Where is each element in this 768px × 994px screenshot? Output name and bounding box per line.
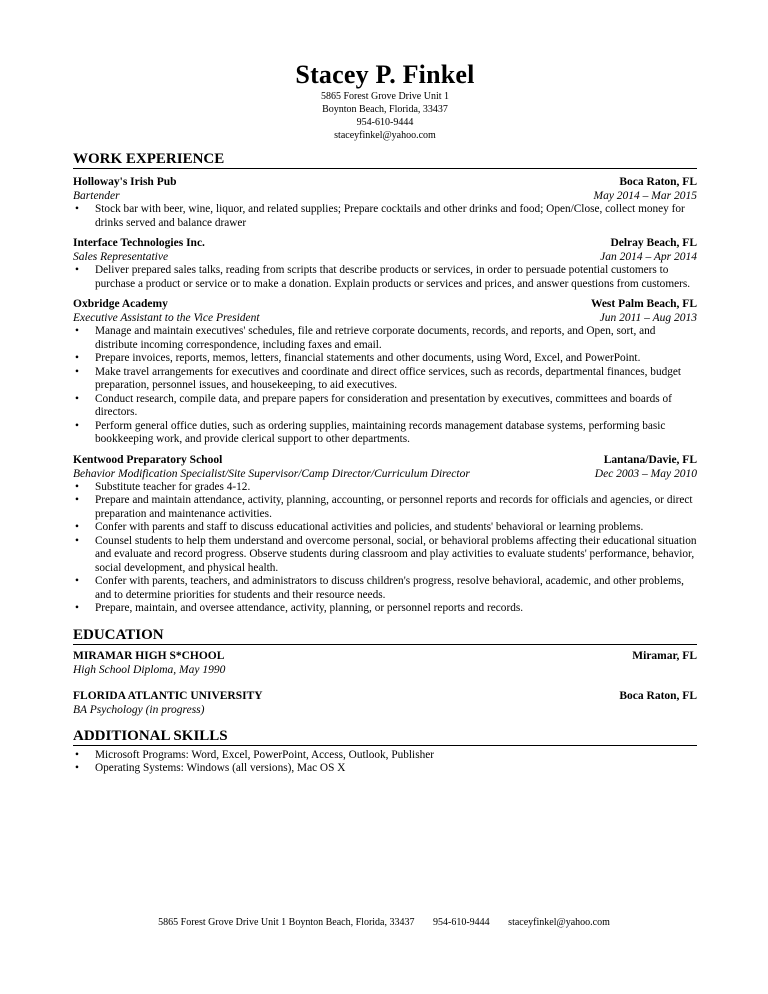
job-duties [73, 264, 697, 291]
job-duties [73, 481, 697, 616]
job-dates: May 2014 – Mar 2015 [593, 190, 697, 202]
job-location: Delray Beach, FL [610, 237, 697, 249]
skills-list [73, 749, 697, 776]
job-role-row [73, 311, 697, 325]
duty-item: • Prepare and maintain attendance, activity, planning, accounting, or personnel reports and records for officials and agencies, or direct preparation and maintenance activities. [95, 494, 697, 521]
resume-page [73, 60, 697, 776]
school-name: FLORIDA ATLANTIC UNIVERSITY [73, 689, 263, 702]
job-organization: Interface Technologies Inc. [73, 237, 205, 249]
job-location: Boca Raton, FL [619, 176, 697, 188]
school-entry [73, 649, 697, 677]
job-organization: Oxbridge Academy [73, 298, 168, 310]
job-role: Executive Assistant to the Vice President [73, 312, 260, 324]
page-footer [0, 917, 768, 928]
work-experience-section [73, 150, 697, 616]
job-role: Behavior Modification Specialist/Site Supervisor/Camp Director/Curriculum Director [73, 467, 470, 480]
job-role-row [73, 189, 697, 203]
education-section [73, 626, 697, 717]
job-duties [73, 325, 697, 447]
school-location: Miramar, FL [632, 649, 697, 662]
job-header-row [73, 453, 697, 467]
duty-item: • Stock bar with beer, wine, liquor, and related supplies; Prepare cocktails and other drinks and food; Open/Close, collect money for drinks served and balance drawer [95, 203, 697, 230]
footer-phone: 954-610-9444 [433, 917, 490, 928]
duty-item: • Make travel arrangements for executives and coordinate and direct office services, such as records, departmental finances, budget preparation, personnel issues, and housekeeping, to aid executives. [95, 366, 697, 393]
duty-item: • Manage and maintain executives' schedules, file and retrieve corporate documents, records, and reports, and Open, sort, and distribute incoming correspondence, including faxes and email. [95, 325, 697, 352]
job-dates: Dec 2003 – May 2010 [594, 467, 697, 480]
job-dates: Jan 2014 – Apr 2014 [600, 251, 697, 263]
school-detail: BA Psychology (in progress) [73, 703, 205, 716]
job-header-row [73, 236, 697, 250]
job-location: Lantana/Davie, FL [603, 453, 697, 466]
section-title-work: WORK EXPERIENCE [73, 150, 697, 169]
school-name: MIRAMAR HIGH S*CHOOL [73, 649, 225, 662]
job-dates: Jun 2011 – Aug 2013 [599, 312, 697, 324]
footer-address: 5865 Forest Grove Drive Unit 1 Boynton Beach, Florida, 33437 [158, 917, 415, 928]
school-detail-row [73, 703, 697, 717]
address-line-1: 5865 Forest Grove Drive Unit 1 [320, 91, 450, 102]
candidate-name: Stacey P. Finkel [295, 60, 475, 89]
section-title-skills: ADDITIONAL SKILLS [73, 727, 697, 746]
job-location: West Palm Beach, FL [590, 298, 697, 310]
duty-item: • Confer with parents, teachers, and administrators to discuss children's progress, resolve behavioral, academic, and other problems, and to determine priorities for students and their resource needs. [95, 575, 697, 602]
duty-item: • Counsel students to help them understand and overcome personal, social, or behavioral problems affecting their educational situation and evaluate and record progress. Observe students during classroom and play activities to evaluate students' performance, behavior, social development, and physical health. [95, 535, 697, 576]
school-detail-row [73, 663, 697, 677]
address-line-2: Boynton Beach, Florida, 33437 [322, 104, 448, 115]
duty-item: • Prepare invoices, reports, memos, letters, financial statements and other documents, using Word, Excel, and PowerPoint. [95, 352, 697, 366]
school-list [73, 649, 697, 717]
job-list [73, 175, 697, 616]
skills-section [73, 727, 697, 776]
resume-header [73, 60, 697, 142]
job-header-row [73, 297, 697, 311]
job-entry [73, 297, 697, 447]
job-role: Sales Representative [73, 251, 169, 263]
job-role-row [73, 467, 697, 481]
job-duties [73, 203, 697, 230]
school-entry [73, 689, 697, 717]
school-header-row [73, 649, 697, 663]
duty-item: • Conduct research, compile data, and prepare papers for consideration and presentation by executives, committees and boards of directors. [95, 393, 697, 420]
duty-item: • Confer with parents and staff to discuss educational activities and policies, and students' behavioral or learning problems. [95, 521, 697, 535]
job-entry [73, 175, 697, 230]
school-header-row [73, 689, 697, 703]
school-location: Boca Raton, FL [619, 689, 697, 702]
school-detail: High School Diploma, May 1990 [73, 663, 226, 676]
duty-item: • Substitute teacher for grades 4-12. [95, 481, 697, 495]
skill-item: • Operating Systems: Windows (all versions), Mac OS X [95, 762, 697, 776]
job-header-row [73, 175, 697, 189]
section-title-education: EDUCATION [73, 626, 697, 645]
job-role-row [73, 250, 697, 264]
job-role: Bartender [73, 190, 120, 202]
email-address: staceyfinkel@yahoo.com [334, 130, 436, 141]
footer-email: staceyfinkel@yahoo.com [508, 917, 610, 928]
job-entry [73, 236, 697, 291]
job-entry [73, 453, 697, 616]
phone-number: 954-610-9444 [356, 117, 414, 128]
duty-item: • Perform general office duties, such as ordering supplies, maintaining records management database systems, performing basic bookkeeping work, and provide clerical support to other departments. [95, 420, 697, 447]
duty-item: • Deliver prepared sales talks, reading from scripts that describe products or services, in order to persuade potential customers to purchase a product or service or to make a donation. Explain products or services and prices, and answer questions from customers. [95, 264, 697, 291]
duty-item: • Prepare, maintain, and oversee attendance, activity, planning, or personnel reports and records. [95, 602, 697, 616]
job-organization: Holloway's Irish Pub [73, 176, 177, 188]
job-organization: Kentwood Preparatory School [73, 453, 223, 466]
skill-item: • Microsoft Programs: Word, Excel, PowerPoint, Access, Outlook, Publisher [95, 749, 697, 763]
